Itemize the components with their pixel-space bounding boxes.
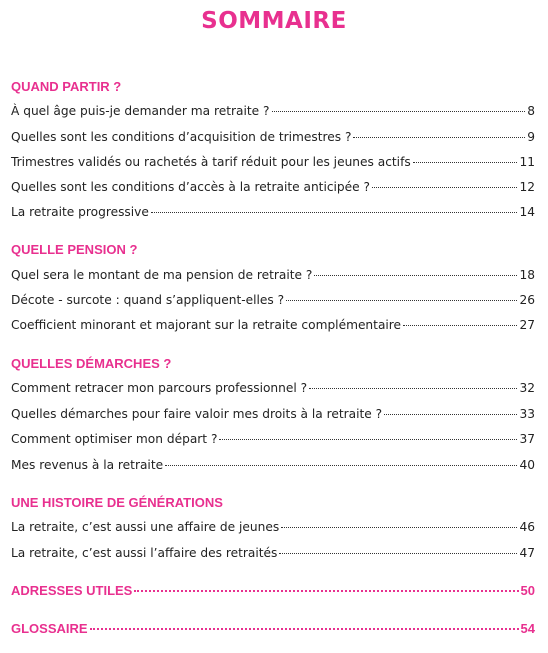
dot-leader: [413, 162, 518, 163]
toc-entry-label: La retraite, c’est aussi l’affaire des retraités: [11, 546, 278, 560]
dot-leader: [90, 628, 519, 630]
dot-leader: [134, 590, 518, 592]
toc-entry-label: Quelles sont les conditions d’accès à la retraite anticipée ?: [11, 180, 371, 194]
toc-entry[interactable]: [11, 545, 535, 561]
toc-entry[interactable]: [11, 179, 535, 195]
toc-entry-label: La retraite, c’est aussi une affaire de jeunes: [11, 520, 280, 534]
toc-entry[interactable]: [11, 317, 535, 333]
toc-entry-page: 11: [519, 155, 535, 169]
toc-entry-page: 26: [519, 293, 535, 307]
toc-entry-label: Quel sera le montant de ma pension de retraite ?: [11, 268, 313, 282]
dot-leader: [272, 111, 526, 112]
toc-entry-page: 9: [527, 130, 535, 144]
toc-entry-label: Quelles démarches pour faire valoir mes droits à la retraite ?: [11, 407, 383, 421]
toc-entry[interactable]: [11, 431, 535, 447]
toc-entry-label: Trimestres validés ou rachetés à tarif réduit pour les jeunes actifs: [11, 155, 411, 169]
toc-entry[interactable]: [11, 380, 535, 396]
toc-entry-page: 8: [527, 104, 535, 118]
toc-entry[interactable]: [11, 267, 535, 283]
dot-leader: [286, 300, 517, 301]
dot-leader: [314, 275, 517, 276]
toc-entry-label: Quelles sont les conditions d’acquisition de trimestres ?: [11, 130, 352, 144]
toc-entry[interactable]: [11, 406, 535, 422]
toc-entry-label: ADRESSES UTILES: [11, 583, 133, 598]
toc-entry[interactable]: [11, 519, 535, 535]
toc-entry-page: 32: [519, 381, 535, 395]
toc-entry-label: Comment retracer mon parcours professionnel ?: [11, 381, 308, 395]
toc-entry-label: Coefficient minorant et majorant sur la retraite complémentaire: [11, 318, 402, 332]
toc-entry-label: À quel âge puis-je demander ma retraite ?: [11, 104, 270, 118]
toc-entry-label: Décote - surcote : quand s’appliquent-elles ?: [11, 293, 285, 307]
toc-entry[interactable]: [11, 292, 535, 308]
toc-entry[interactable]: [11, 103, 535, 119]
page-title: SOMMAIRE: [201, 8, 347, 34]
section-heading-quelle-pension: QUELLE PENSION ?: [11, 242, 138, 257]
toc-entry-page: 33: [519, 407, 535, 421]
dot-leader: [279, 553, 517, 554]
toc-entry-label: La retraite progressive: [11, 205, 149, 219]
section-heading-generations: UNE HISTOIRE DE GÉNÉRATIONS: [11, 495, 223, 510]
toc-entry-glossaire[interactable]: [11, 621, 535, 637]
toc-entry-page: 18: [519, 268, 535, 282]
dot-leader: [309, 388, 517, 389]
toc-entry[interactable]: [11, 457, 535, 473]
dot-leader: [353, 137, 525, 138]
section-heading-quelles-demarches: QUELLES DÉMARCHES ?: [11, 356, 172, 371]
toc-entry-page: 50: [520, 583, 535, 598]
dot-leader: [165, 465, 517, 466]
dot-leader: [219, 439, 517, 440]
dot-leader: [384, 414, 517, 415]
toc-entry[interactable]: [11, 129, 535, 145]
toc-entry-page: 37: [519, 432, 535, 446]
dot-leader: [372, 187, 517, 188]
dot-leader: [403, 325, 517, 326]
toc-entry-page: 14: [519, 205, 535, 219]
toc-entry-adresses-utiles[interactable]: [11, 583, 535, 599]
dot-leader: [281, 527, 517, 528]
toc-entry-page: 40: [519, 458, 535, 472]
toc-entry-page: 12: [519, 180, 535, 194]
toc-entry-label: Mes revenus à la retraite: [11, 458, 164, 472]
toc-entry-label: GLOSSAIRE: [11, 621, 88, 636]
toc-entry-page: 46: [519, 520, 535, 534]
toc-entry[interactable]: [11, 204, 535, 220]
toc-entry-page: 27: [519, 318, 535, 332]
toc-entry-label: Comment optimiser mon départ ?: [11, 432, 218, 446]
section-heading-quand-partir: QUAND PARTIR ?: [11, 79, 122, 94]
dot-leader: [151, 212, 518, 213]
toc-entry-page: 54: [520, 621, 535, 636]
toc-entry-page: 47: [519, 546, 535, 560]
toc-entry[interactable]: [11, 154, 535, 170]
